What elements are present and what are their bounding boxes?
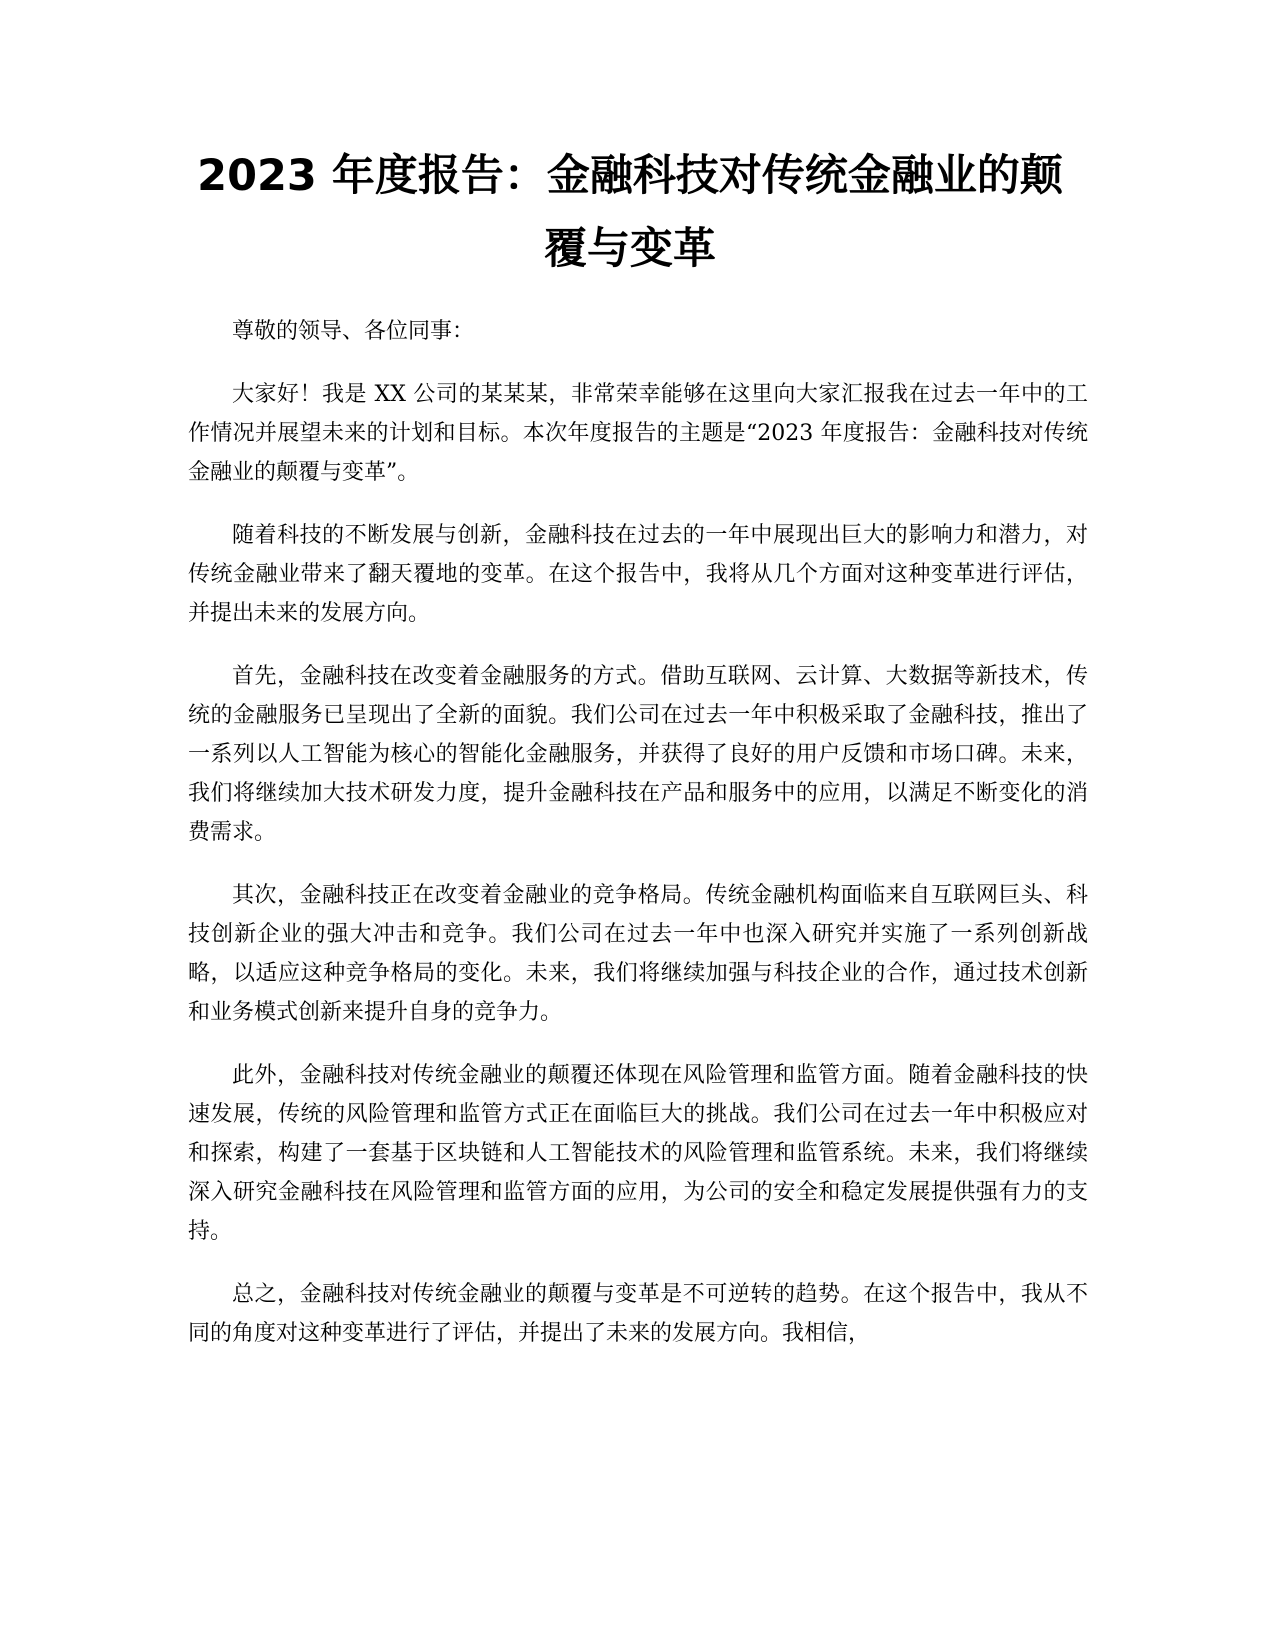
paragraph-background: 随着科技的不断发展与创新，金融科技在过去的一年中展现出巨大的影响力和潜力，对传统金融业带来了翻天覆地的变革。在这个报告中，我将从几个方面对这种变革进行评估，并提出未来的发展方向。 xyxy=(188,523,1088,626)
salutation: 尊敬的领导、各位同事： xyxy=(232,319,475,344)
paragraph-conclusion: 总之，金融科技对传统金融业的颠覆与变革是不可逆转的趋势。在这个报告中，我从不同的角度对这种变革进行了评估，并提出了未来的发展方向。我相信， xyxy=(188,1282,1088,1346)
paragraph-service-change: 首先，金融科技在改变着金融服务的方式。借助互联网、云计算、大数据等新技术，传统的金融服务已呈现出了全新的面貌。我们公司在过去一年中积极采取了金融科技，推出了一系列以人工智能为核心的智能化金融服务，并获得了良好的用户反馈和市场口碑。未来，我们将继续加大技术研发力度，提升金融科技在产品和服务中的应用，以满足不断变化的消费需求。 xyxy=(188,664,1088,845)
document-title: 2023 年度报告：金融科技对传统金融业的颠覆与变革 xyxy=(197,151,1063,274)
document-body xyxy=(188,312,1088,1377)
paragraph-intro: 大家好！我是 XX 公司的某某某，非常荣幸能够在这里向大家汇报我在过去一年中的工作情况并展望未来的计划和目标。本次年度报告的主题是“2023 年度报告：金融科技对传统金融业的颠覆与变革”。 xyxy=(188,382,1088,485)
paragraph-competition: 其次，金融科技正在改变着金融业的竞争格局。传统金融机构面临来自互联网巨头、科技创新企业的强大冲击和竞争。我们公司在过去一年中也深入研究并实施了一系列创新战略，以适应这种竞争格局的变化。未来，我们将继续加强与科技企业的合作，通过技术创新和业务模式创新来提升自身的竞争力。 xyxy=(188,883,1088,1025)
paragraph-risk-regulation: 此外，金融科技对传统金融业的颠覆还体现在风险管理和监管方面。随着金融科技的快速发展，传统的风险管理和监管方式正在面临巨大的挑战。我们公司在过去一年中积极应对和探索，构建了一套基于区块链和人工智能技术的风险管理和监管系统。未来，我们将继续深入研究金融科技在风险管理和监管方面的应用，为公司的安全和稳定发展提供强有力的支持。 xyxy=(188,1063,1088,1244)
